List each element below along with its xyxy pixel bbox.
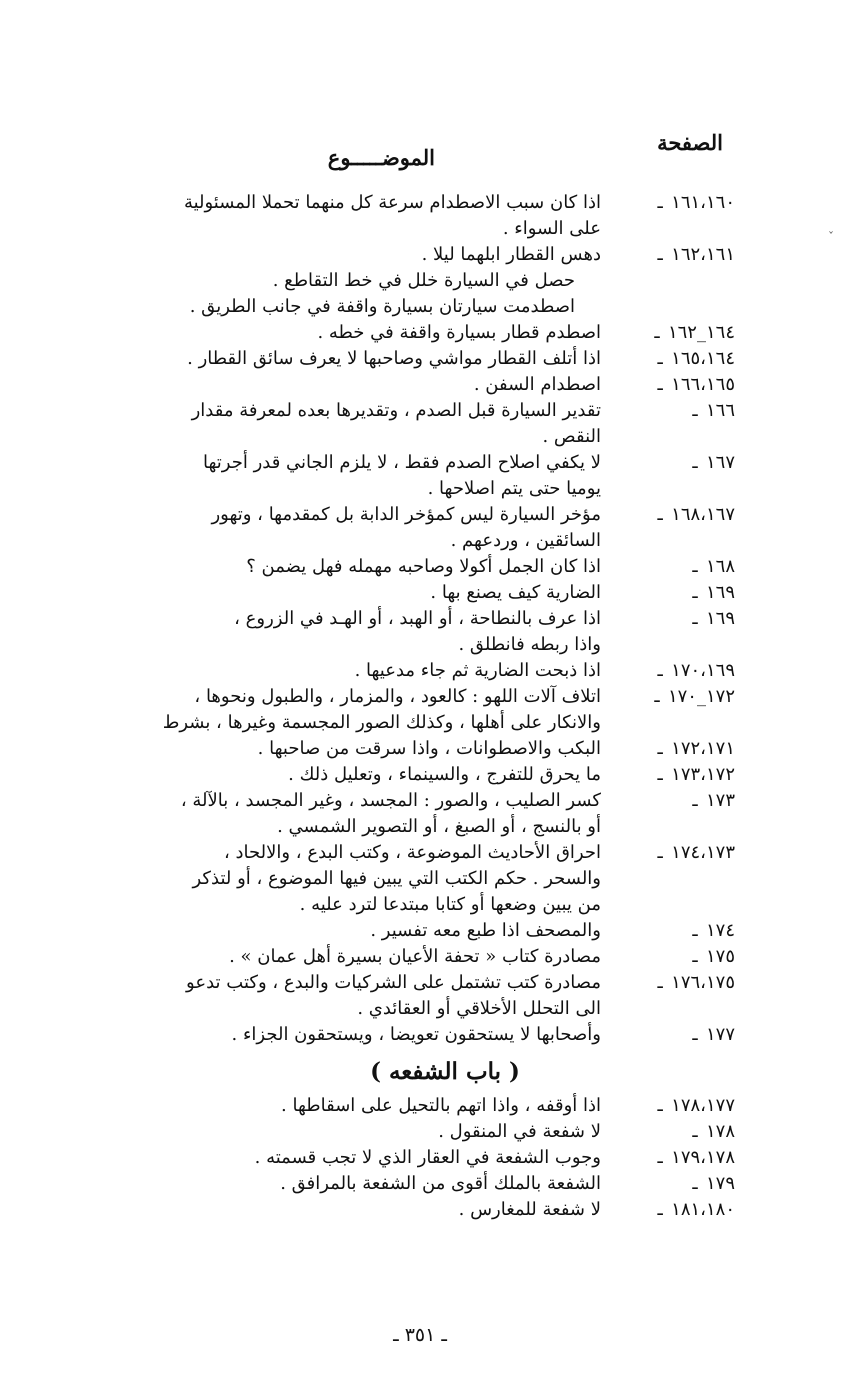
- index-entry: [95, 606, 735, 658]
- entry-line: السائقين ، وردعهم .: [450, 530, 601, 551]
- entry-dash: ـ: [692, 608, 698, 629]
- index-entry: [95, 1022, 735, 1048]
- page-range: ١٧٢_١٧٠: [667, 686, 735, 707]
- entry-pages: [601, 1093, 735, 1119]
- entry-line: لا يكفي اصلاح الصدم فقط ، لا يلزم الجاني قدر أجرتها: [203, 452, 601, 473]
- index-entry: [95, 346, 735, 372]
- page-range: ١٦٦،١٦٥: [671, 374, 735, 395]
- entry-dash: ـ: [657, 374, 663, 395]
- entry-line: الشفعة بالملك أقوى من الشفعة بالمرافق .: [280, 1173, 601, 1194]
- entry-text: [95, 190, 601, 242]
- index-entry: [95, 554, 735, 580]
- page-range: ١٧٢،١٧١: [671, 738, 735, 759]
- index-entry: [95, 450, 735, 502]
- entry-pages: [601, 554, 735, 580]
- entry-dash: ـ: [657, 972, 663, 993]
- entry-line: والانكار على أهلها ، وكذلك الصور المجسمة وغيرها ، بشرط: [162, 712, 601, 733]
- page-range: ١٧٩،١٧٨: [671, 1147, 735, 1168]
- page-range: ١٦٨: [705, 556, 735, 577]
- index-entry: [95, 840, 735, 918]
- entry-dash: ـ: [692, 452, 698, 473]
- entry-dash: ـ: [657, 842, 663, 863]
- entry-pages: [601, 736, 735, 762]
- entry-line: لا شفعة في المنقول .: [438, 1121, 601, 1142]
- entry-line: مصادرة كتب تشتمل على الشركيات والبدع ، وكتب تدعو: [186, 972, 601, 993]
- entry-line: اذا كان الجمل أكولا وصاحبه مهمله فهل يضمن ؟: [246, 556, 601, 577]
- entry-text: [95, 736, 601, 762]
- index-entry: [95, 762, 735, 788]
- entry-dash: ـ: [657, 1199, 663, 1220]
- page-column-header: الصفحة: [657, 130, 723, 155]
- entry-text: [95, 918, 601, 944]
- entry-text: [95, 944, 601, 970]
- entry-line: على السواء .: [502, 218, 601, 239]
- index-entry: [95, 242, 735, 320]
- page-range: ١٧٣،١٧٢: [671, 764, 735, 785]
- entry-dash: ـ: [657, 764, 663, 785]
- page-number: ـ ٣٥١ ـ: [393, 1324, 447, 1346]
- entry-dash: ـ: [692, 1024, 698, 1045]
- entry-dash: ـ: [657, 504, 663, 525]
- entry-line: اذا كان سبب الاصطدام سرعة كل منهما تحملا المسئولية: [183, 192, 601, 213]
- entry-line: من يبين وضعها أو كتابا مبتدعا لترد عليه .: [299, 894, 601, 915]
- entry-line: مؤخر السيارة ليس كمؤخر الدابة بل كمقدمها ، وتهور: [211, 504, 601, 525]
- scan-speck: ˇ: [828, 230, 834, 244]
- entry-dash: ـ: [657, 192, 663, 213]
- subject-column-header: الموضـــــوع: [327, 145, 435, 170]
- page-range: ١٧٩: [705, 1173, 735, 1194]
- index-entry: [95, 1119, 735, 1145]
- index-entry: [95, 1093, 735, 1119]
- page-range: ١٦٩: [705, 582, 735, 603]
- index-entry: [95, 502, 735, 554]
- entry-dash: ـ: [657, 1095, 663, 1116]
- entry-pages: [601, 450, 735, 476]
- entry-text: [95, 1093, 601, 1119]
- index-entry: [95, 398, 735, 450]
- entry-text: [95, 762, 601, 788]
- entry-pages: [601, 684, 735, 710]
- index-entry: [95, 658, 735, 684]
- entry-line: وجوب الشفعة في العقار الذي لا تجب قسمته .: [254, 1147, 601, 1168]
- page-range: ١٧٧: [705, 1024, 735, 1045]
- entry-text: [95, 320, 601, 346]
- entry-pages: [601, 970, 735, 996]
- entry-line: اتلاف آلات اللهو : كالعود ، والمزمار ، والطبول ونحوها ،: [194, 686, 601, 707]
- index-entry: [95, 788, 735, 840]
- index-group-shufa: [95, 1093, 735, 1223]
- entry-pages: [601, 398, 735, 424]
- entry-text: [95, 970, 601, 1022]
- index-entry: [95, 736, 735, 762]
- page-range: ١٧٨،١٧٧: [671, 1095, 735, 1116]
- entry-text: [95, 788, 601, 840]
- index-group-main: [95, 190, 735, 1048]
- entry-text: [95, 450, 601, 502]
- entry-line: النقص .: [542, 426, 601, 447]
- page-range: ١٧٣: [705, 790, 735, 811]
- page-range: ١٦٩: [705, 608, 735, 629]
- index-entry: [95, 918, 735, 944]
- entry-dash: ـ: [657, 244, 663, 265]
- entry-text: [95, 372, 601, 398]
- entry-line: وأصحابها لا يستحقون تعويضا ، ويستحقون الجزاء .: [231, 1024, 601, 1045]
- entry-line: واذا ربطه فانطلق .: [458, 634, 601, 655]
- entry-line: لا شفعة للمغارس .: [458, 1199, 601, 1220]
- entry-line: والسحر . حكم الكتب التي يبين فيها الموضوع ، أو لتذكر: [192, 868, 601, 889]
- entry-dash: ـ: [692, 1121, 698, 1142]
- page-range: ١٦٥،١٦٤: [671, 348, 735, 369]
- entry-text: [95, 1197, 601, 1223]
- entry-line: أو بالنسج ، أو الصبغ ، أو التصوير الشمسي .: [277, 816, 601, 837]
- entry-line: اذا أوقفه ، واذا اتهم بالتحيل على اسقاطها .: [281, 1095, 601, 1116]
- entry-dash: ـ: [657, 738, 663, 759]
- entry-pages: [601, 1171, 735, 1197]
- page-range: ١٦٨،١٦٧: [671, 504, 735, 525]
- entry-line: كسر الصليب ، والصور : المجسد ، وغير المجسد ، بالآلة ،: [180, 790, 601, 811]
- entry-pages: [601, 840, 735, 866]
- entry-text: [95, 1145, 601, 1171]
- index-entry: [95, 944, 735, 970]
- entry-text: [95, 840, 601, 918]
- entry-pages: [601, 580, 735, 606]
- entry-line: الضارية كيف يصنع بها .: [430, 582, 601, 603]
- entry-line: حصل في السيارة خلل في خط التقاطع .: [272, 270, 575, 291]
- page-range: ١٦٧: [705, 452, 735, 473]
- page-range: ١٧٨: [705, 1121, 735, 1142]
- entry-text: [95, 684, 601, 736]
- entry-pages: [601, 1022, 735, 1048]
- entry-text: [95, 580, 601, 606]
- entry-text: [95, 346, 601, 372]
- entry-dash: ـ: [657, 1147, 663, 1168]
- entry-pages: [601, 918, 735, 944]
- entry-pages: [601, 346, 735, 372]
- entry-line: الى التحلل الأخلاقي أو العقائدي .: [357, 998, 601, 1019]
- index-entry: [95, 1171, 735, 1197]
- entry-line: احراق الأحاديث الموضوعة ، وكتب البدع ، والالحاد ،: [223, 842, 601, 863]
- entry-pages: [601, 502, 735, 528]
- entry-pages: [601, 1145, 735, 1171]
- entry-line: والمصحف اذا طبع معه تفسير .: [370, 920, 601, 941]
- entry-line: اذا عرف بالنطاحة ، أو الهبد ، أو الهـد في الزروع ،: [234, 608, 601, 629]
- entry-dash: ـ: [692, 946, 698, 967]
- index-entry: [95, 970, 735, 1022]
- entry-dash: ـ: [654, 322, 660, 343]
- index-entry: [95, 190, 735, 242]
- entry-dash: ـ: [657, 660, 663, 681]
- entry-pages: [601, 190, 735, 216]
- index-entry: [95, 372, 735, 398]
- entry-pages: [601, 788, 735, 814]
- entry-line: ما يحرق للتفرج ، والسينماء ، وتعليل ذلك .: [288, 764, 601, 785]
- entry-dash: ـ: [692, 556, 698, 577]
- page-range: ١٦١،١٦٠: [671, 192, 735, 213]
- entry-dash: ـ: [692, 1173, 698, 1194]
- entry-pages: [601, 320, 735, 346]
- index-entry: [95, 320, 735, 346]
- entry-line: اذا ذبحت الضارية ثم جاء مدعيها .: [354, 660, 601, 681]
- entry-line: اصطدام السفن .: [473, 374, 601, 395]
- entry-dash: ـ: [692, 790, 698, 811]
- entry-line: اصطدمت سيارتان بسيارة واقفة في جانب الطريق .: [189, 296, 575, 317]
- page-range: ١٨١،١٨٠: [671, 1199, 735, 1220]
- entry-dash: ـ: [692, 400, 698, 421]
- entry-line: اذا أتلف القطار مواشي وصاحبها لا يعرف سائق القطار .: [187, 348, 601, 369]
- entry-line: البكب والاصطوانات ، واذا سرقت من صاحبها .: [257, 738, 601, 759]
- page-range: ١٦٦: [705, 400, 735, 421]
- section-title: ( باب الشفعه ): [370, 1058, 520, 1085]
- page-range: ١٦٢،١٦١: [671, 244, 735, 265]
- page-range: ١٧٥: [705, 946, 735, 967]
- entry-pages: [601, 944, 735, 970]
- entry-text: [95, 1022, 601, 1048]
- entry-line: تقدير السيارة قبل الصدم ، وتقديرها بعده لمعرفة مقدار: [191, 400, 601, 421]
- page-range: ١٧٦،١٧٥: [671, 972, 735, 993]
- entry-dash: ـ: [692, 582, 698, 603]
- entry-text: [95, 1171, 601, 1197]
- page-range: ١٧٤: [705, 920, 735, 941]
- entry-dash: ـ: [654, 686, 660, 707]
- entry-line: مصادرة كتاب « تحفة الأعيان بسيرة أهل عمان » .: [229, 946, 601, 967]
- entry-text: [95, 606, 601, 658]
- entry-pages: [601, 1119, 735, 1145]
- entry-pages: [601, 372, 735, 398]
- page-range: ١٧٤،١٧٣: [671, 842, 735, 863]
- entry-line: يوميا حتى يتم اصلاحها .: [427, 478, 601, 499]
- entry-pages: [601, 762, 735, 788]
- page-range: ١٧٠،١٦٩: [671, 660, 735, 681]
- index-entry: [95, 1145, 735, 1171]
- index-entry: [95, 684, 735, 736]
- entry-text: [95, 1119, 601, 1145]
- entry-line: اصطدم قطار بسيارة واقفة في خطه .: [317, 322, 601, 343]
- entry-text: [95, 242, 601, 320]
- page-range: ١٦٤_١٦٢: [667, 322, 735, 343]
- entry-dash: ـ: [692, 920, 698, 941]
- entry-pages: [601, 606, 735, 632]
- entry-pages: [601, 1197, 735, 1223]
- entry-dash: ـ: [657, 348, 663, 369]
- entry-text: [95, 554, 601, 580]
- entry-text: [95, 398, 601, 450]
- entry-line: دهس القطار ابلهما ليلا .: [421, 244, 601, 265]
- entry-text: [95, 502, 601, 554]
- entry-pages: [601, 658, 735, 684]
- index-entry: [95, 580, 735, 606]
- entry-pages: [601, 242, 735, 268]
- index-entry: [95, 1197, 735, 1223]
- entry-text: [95, 658, 601, 684]
- index-entries: [95, 190, 735, 1223]
